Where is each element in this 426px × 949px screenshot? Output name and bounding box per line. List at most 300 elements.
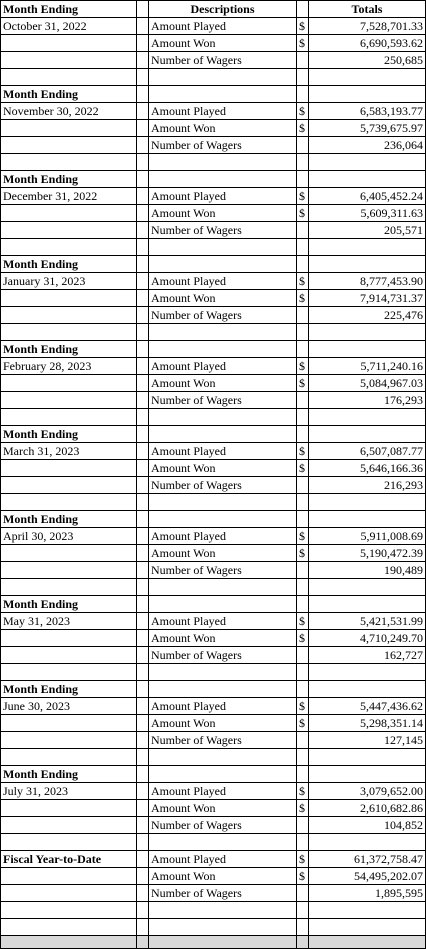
total-cell: 5,739,675.97 [309,120,426,137]
currency-cell: $ [297,868,309,885]
table-row [1,52,426,69]
empty-cell [297,919,309,936]
empty-cell [137,341,149,358]
empty-cell [137,834,149,851]
empty-cell [137,664,149,681]
table-body [1,18,426,949]
period-cell: December 31, 2022 [1,188,137,205]
empty-cell [297,86,309,103]
empty-cell [297,426,309,443]
section-label: Month Ending [1,171,137,188]
table-row [1,868,426,885]
currency-cell: $ [297,630,309,647]
currency-cell: $ [297,851,309,868]
description-cell: Amount Played [149,273,297,290]
spacer-cell [137,120,149,137]
total-cell: 162,727 [309,647,426,664]
empty-cell [309,511,426,528]
table-row [1,851,426,868]
descriptions-header: Descriptions [149,1,297,18]
description-cell: Amount Played [149,851,297,868]
empty-cell [149,596,297,613]
section-label-row [1,511,426,528]
table-row [1,205,426,222]
empty-cell [1,35,137,52]
empty-cell [1,392,137,409]
spacer-cell [137,477,149,494]
blank-row [1,239,426,256]
table-row [1,630,426,647]
period-cell: April 30, 2023 [1,528,137,545]
currency-cell [297,885,309,902]
description-cell: Amount Won [149,460,297,477]
empty-cell [297,596,309,613]
blank-row [1,919,426,936]
section-label-row [1,596,426,613]
description-cell: Amount Played [149,18,297,35]
empty-cell [309,171,426,188]
section-label-row [1,341,426,358]
total-cell: 2,610,682.86 [309,800,426,817]
empty-cell [149,86,297,103]
section-label: Month Ending [1,596,137,613]
section-label-row [1,426,426,443]
total-cell: 205,571 [309,222,426,239]
empty-cell [137,919,149,936]
description-cell: Amount Won [149,868,297,885]
empty-cell [309,664,426,681]
section-label: Month Ending [1,86,137,103]
table-row [1,698,426,715]
empty-cell [297,341,309,358]
empty-cell [309,426,426,443]
table-row [1,613,426,630]
total-cell: 5,084,967.03 [309,375,426,392]
empty-cell [149,239,297,256]
description-cell: Amount Won [149,120,297,137]
currency-cell: $ [297,698,309,715]
shaded-cell [149,936,297,949]
empty-cell [137,596,149,613]
shaded-cell [309,936,426,949]
empty-cell [297,579,309,596]
spacer-cell [137,188,149,205]
empty-cell [309,749,426,766]
header-row [1,1,426,18]
empty-cell [1,545,137,562]
description-cell: Number of Wagers [149,817,297,834]
blank-row [1,154,426,171]
description-cell: Amount Won [149,290,297,307]
spacer-cell [137,358,149,375]
spacer-cell [137,868,149,885]
empty-cell [149,154,297,171]
empty-cell [1,749,137,766]
spacer-cell [137,392,149,409]
total-cell: 176,293 [309,392,426,409]
table-row [1,443,426,460]
total-cell: 5,609,311.63 [309,205,426,222]
currency-cell: $ [297,18,309,35]
total-cell: 5,298,351.14 [309,715,426,732]
description-cell: Number of Wagers [149,52,297,69]
total-cell: 5,421,531.99 [309,613,426,630]
currency-cell [297,562,309,579]
blank-row [1,664,426,681]
blank-row [1,749,426,766]
empty-cell [149,511,297,528]
empty-cell [1,52,137,69]
table-row [1,188,426,205]
empty-cell [1,494,137,511]
empty-cell [1,239,137,256]
total-cell: 1,895,595 [309,885,426,902]
empty-cell [1,715,137,732]
empty-cell [1,154,137,171]
total-cell: 216,293 [309,477,426,494]
empty-cell [1,205,137,222]
period-cell: May 31, 2023 [1,613,137,630]
empty-cell [1,630,137,647]
table-row [1,477,426,494]
spacer-cell [137,715,149,732]
empty-cell [149,69,297,86]
currency-cell: $ [297,783,309,800]
description-cell: Number of Wagers [149,885,297,902]
spacer-cell [137,307,149,324]
empty-cell [309,69,426,86]
section-label: Month Ending [1,426,137,443]
empty-cell [1,800,137,817]
table-row [1,307,426,324]
empty-cell [1,562,137,579]
empty-cell [149,256,297,273]
table-row [1,817,426,834]
empty-cell [297,511,309,528]
currency-cell: $ [297,715,309,732]
empty-cell [137,409,149,426]
empty-cell [309,681,426,698]
spacer-cell [137,613,149,630]
empty-cell [137,86,149,103]
empty-cell [149,749,297,766]
table-row [1,460,426,477]
total-cell: 5,190,472.39 [309,545,426,562]
section-label-row [1,86,426,103]
currency-cell: $ [297,290,309,307]
currency-cell [297,137,309,154]
shaded-cell [137,936,149,949]
spacer-cell [137,460,149,477]
empty-cell [309,494,426,511]
empty-cell [1,732,137,749]
spacer-cell [137,375,149,392]
table-row [1,290,426,307]
empty-cell [309,596,426,613]
table-row [1,528,426,545]
blank-row [1,579,426,596]
empty-cell [149,579,297,596]
empty-cell [137,324,149,341]
description-cell: Amount Played [149,698,297,715]
currency-cell: $ [297,528,309,545]
empty-cell [149,664,297,681]
spacer-cell [137,137,149,154]
table-row [1,358,426,375]
shaded-cell [297,936,309,949]
spacer-cell [137,18,149,35]
empty-cell [1,120,137,137]
empty-cell [137,902,149,919]
currency-cell: $ [297,35,309,52]
empty-cell [297,256,309,273]
empty-cell [297,902,309,919]
empty-cell [309,341,426,358]
total-cell: 190,489 [309,562,426,579]
empty-cell [309,766,426,783]
empty-cell [297,749,309,766]
period-cell: January 31, 2023 [1,273,137,290]
currency-cell [297,222,309,239]
section-label: Month Ending [1,256,137,273]
currency-cell: $ [297,205,309,222]
empty-cell [149,171,297,188]
description-cell: Amount Won [149,375,297,392]
table-row [1,800,426,817]
spacer-cell [137,1,149,18]
empty-cell [1,477,137,494]
empty-cell [137,494,149,511]
total-cell: 236,064 [309,137,426,154]
currency-cell: $ [297,273,309,290]
total-cell: 250,685 [309,52,426,69]
table-row [1,647,426,664]
total-cell: 104,852 [309,817,426,834]
empty-cell [137,511,149,528]
total-cell: 8,777,453.90 [309,273,426,290]
empty-cell [1,817,137,834]
description-cell: Amount Won [149,800,297,817]
empty-cell [149,324,297,341]
total-cell: 6,405,452.24 [309,188,426,205]
currency-cell: $ [297,375,309,392]
description-cell: Amount Played [149,528,297,545]
spacer-cell [297,1,309,18]
table-row [1,222,426,239]
empty-cell [297,409,309,426]
total-cell: 6,507,087.77 [309,443,426,460]
section-label-row [1,256,426,273]
section-label: Month Ending [1,341,137,358]
empty-cell [1,375,137,392]
currency-cell [297,52,309,69]
period-cell: November 30, 2022 [1,103,137,120]
table-row [1,392,426,409]
spacer-cell [137,817,149,834]
table-row [1,732,426,749]
total-cell: 6,583,193.77 [309,103,426,120]
description-cell: Number of Wagers [149,477,297,494]
empty-cell [1,868,137,885]
spacer-cell [137,885,149,902]
description-cell: Number of Wagers [149,562,297,579]
blank-row [1,324,426,341]
empty-cell [309,86,426,103]
description-cell: Amount Won [149,715,297,732]
table-row [1,103,426,120]
table-row [1,783,426,800]
section-label-row [1,681,426,698]
table-row [1,715,426,732]
empty-cell [297,324,309,341]
month-ending-header: Month Ending [1,1,137,18]
spacer-cell [137,698,149,715]
empty-cell [309,239,426,256]
description-cell: Amount Won [149,205,297,222]
empty-cell [137,256,149,273]
spacer-cell [137,443,149,460]
empty-cell [309,902,426,919]
description-cell: Amount Played [149,783,297,800]
spacer-cell [137,647,149,664]
empty-cell [149,919,297,936]
currency-cell: $ [297,443,309,460]
empty-cell [1,324,137,341]
total-cell: 6,690,593.62 [309,35,426,52]
empty-cell [309,154,426,171]
section-label: Month Ending [1,681,137,698]
empty-cell [137,154,149,171]
currency-cell [297,477,309,494]
spacer-cell [137,273,149,290]
empty-cell [297,766,309,783]
table-row [1,545,426,562]
total-cell: 5,447,436.62 [309,698,426,715]
description-cell: Amount Played [149,188,297,205]
spacer-cell [137,732,149,749]
blank-row [1,409,426,426]
currency-cell [297,647,309,664]
description-cell: Amount Played [149,103,297,120]
description-cell: Amount Played [149,443,297,460]
empty-cell [297,681,309,698]
shaded-cell [1,936,137,949]
empty-cell [137,426,149,443]
spacer-cell [137,528,149,545]
description-cell: Number of Wagers [149,307,297,324]
blank-row [1,494,426,511]
period-cell: February 28, 2023 [1,358,137,375]
period-cell: July 31, 2023 [1,783,137,800]
table-row [1,375,426,392]
empty-cell [309,834,426,851]
table-row [1,18,426,35]
period-cell: March 31, 2023 [1,443,137,460]
empty-cell [149,426,297,443]
empty-cell [137,766,149,783]
total-cell: 5,646,166.36 [309,460,426,477]
spacer-cell [137,52,149,69]
empty-cell [149,681,297,698]
currency-cell: $ [297,460,309,477]
currency-cell [297,392,309,409]
currency-cell [297,732,309,749]
empty-cell [297,664,309,681]
currency-cell: $ [297,358,309,375]
currency-cell [297,817,309,834]
empty-cell [297,171,309,188]
spacer-cell [137,800,149,817]
spacer-cell [137,205,149,222]
empty-cell [137,69,149,86]
empty-cell [309,409,426,426]
table-row [1,562,426,579]
empty-cell [297,834,309,851]
empty-cell [149,766,297,783]
description-cell: Number of Wagers [149,392,297,409]
footer-shaded-row [1,936,426,949]
empty-cell [297,69,309,86]
spacer-cell [137,290,149,307]
empty-cell [149,494,297,511]
section-label-row [1,766,426,783]
spacer-cell [137,35,149,52]
empty-cell [1,69,137,86]
table-row [1,35,426,52]
currency-cell: $ [297,545,309,562]
empty-cell [1,460,137,477]
total-cell: 4,710,249.70 [309,630,426,647]
period-cell: October 31, 2022 [1,18,137,35]
period-cell: June 30, 2023 [1,698,137,715]
currency-cell: $ [297,120,309,137]
blank-row [1,834,426,851]
description-cell: Amount Played [149,613,297,630]
empty-cell [149,834,297,851]
total-cell: 225,476 [309,307,426,324]
spacer-cell [137,545,149,562]
spacer-cell [137,783,149,800]
description-cell: Number of Wagers [149,732,297,749]
total-cell: 5,911,008.69 [309,528,426,545]
empty-cell [1,137,137,154]
total-cell: 7,914,731.37 [309,290,426,307]
empty-cell [1,885,137,902]
section-label-row [1,171,426,188]
currency-cell: $ [297,188,309,205]
section-label: Month Ending [1,511,137,528]
total-cell: 127,145 [309,732,426,749]
spacer-cell [137,630,149,647]
table-row [1,273,426,290]
description-cell: Amount Won [149,545,297,562]
empty-cell [149,902,297,919]
empty-cell [137,579,149,596]
spacer-cell [137,222,149,239]
empty-cell [1,919,137,936]
currency-cell: $ [297,800,309,817]
empty-cell [1,409,137,426]
description-cell: Number of Wagers [149,222,297,239]
description-cell: Number of Wagers [149,647,297,664]
empty-cell [149,409,297,426]
description-cell: Number of Wagers [149,137,297,154]
table-row [1,120,426,137]
section-label: Fiscal Year-to-Date [1,851,137,868]
empty-cell [137,239,149,256]
total-cell: 3,079,652.00 [309,783,426,800]
table-row [1,885,426,902]
